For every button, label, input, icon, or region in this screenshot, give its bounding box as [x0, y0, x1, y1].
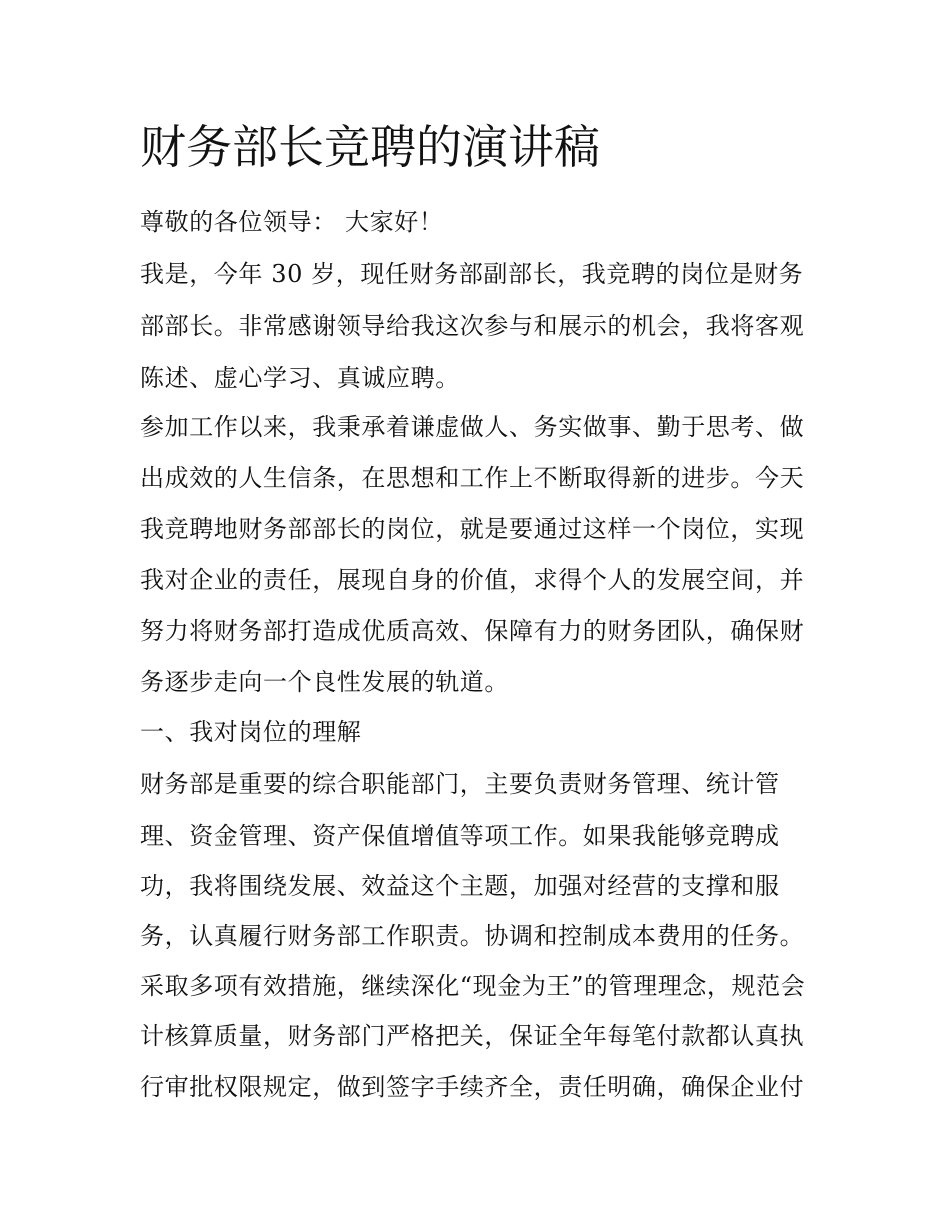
- body-line: 务逐步走向一个良性发展的轨道。: [140, 668, 509, 696]
- body-line: 参加工作以来，我秉承着谦虚做人、务实做事、勤于思考、做: [140, 413, 805, 441]
- body-line: 部部长。非常感谢领导给我这次参与和展示的机会，我将客观: [140, 312, 805, 340]
- body-line-greeting: 尊敬的各位领导： 大家好！: [140, 208, 444, 236]
- body-line: 努力将财务部打造成优质高效、保障有力的财务团队，确保财: [140, 617, 805, 645]
- body-line: 功，我将围绕发展、效益这个主题，加强对经营的支撑和服: [140, 872, 780, 900]
- body-line: 理、资金管理、资产保值增值等项工作。如果我能够竞聘成: [140, 822, 780, 850]
- body-line: 采取多项有效措施，继续深化“现金为王”的管理理念，规范会: [140, 972, 806, 1000]
- body-line: 我是，今年 30 岁，现任财务部副部长，我竞聘的岗位是财务: [140, 260, 804, 288]
- body-line: 陈述、虚心学习、真诚应聘。: [140, 364, 460, 392]
- section-heading: 一、我对岗位的理解: [140, 718, 362, 746]
- document-title: 财务部长竞聘的演讲稿: [140, 120, 600, 174]
- body-line: 财务部是重要的综合职能部门，主要负责财务管理、统计管: [140, 770, 780, 798]
- body-line: 出成效的人生信条，在思想和工作上不断取得新的进步。今天: [140, 464, 805, 492]
- body-line: 计核算质量，财务部门严格把关，保证全年每笔付款都认真执: [140, 1022, 805, 1050]
- body-line: 我对企业的责任，展现自身的价值，求得个人的发展空间，并: [140, 566, 805, 594]
- body-line: 务，认真履行财务部工作职责。协调和控制成本费用的任务。: [140, 922, 805, 950]
- body-line: 行审批权限规定，做到签字手续齐全，责任明确，确保企业付: [140, 1073, 805, 1101]
- body-line: 我竞聘地财务部部长的岗位，就是要通过这样一个岗位，实现: [140, 515, 805, 543]
